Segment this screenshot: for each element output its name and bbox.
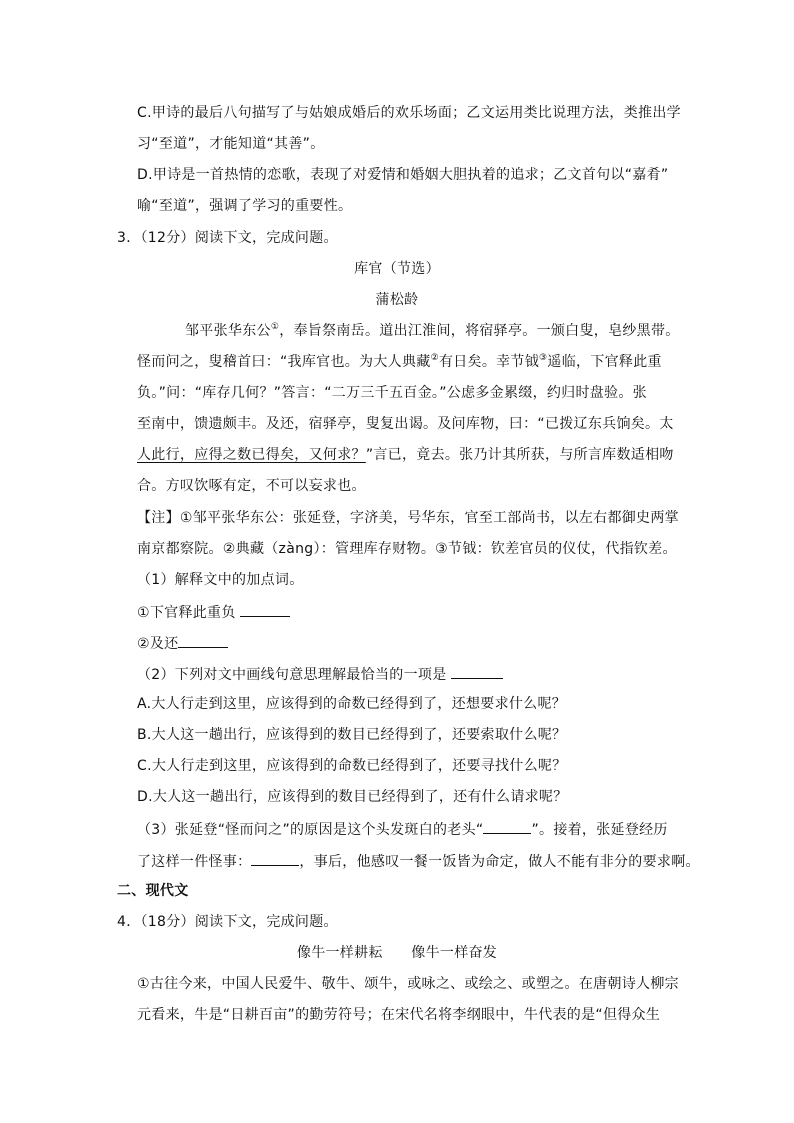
answer-blank[interactable] [451, 663, 503, 679]
text-span: 邹平张华东公 [185, 323, 271, 339]
text-span: ①下官释此重负 [137, 605, 236, 621]
option-d-line2: 喻“至道”，强调了学习的重要性。 [137, 198, 353, 214]
option-d: D.大人这一趟出行，应该得到的数目已经得到了，还有什么请求呢？ [137, 789, 568, 805]
option-b: B.大人这一趟出行，应该得到的数目已经得到了，还要索取什么呢？ [137, 727, 567, 743]
subquestion-3-line2 [137, 850, 700, 872]
section-heading: 二、现代文 [117, 883, 189, 899]
passage-line1 [185, 321, 680, 343]
footnote-ref-3: ③ [539, 353, 548, 363]
text-span: （3）张延登“怪而问之”的原因是这个头发斑白的老头“ [137, 822, 484, 838]
footnote-ref-1: ① [270, 322, 280, 332]
subquestion-2 [137, 663, 503, 685]
subquestion-3-line1 [137, 818, 668, 840]
passage-line2 [137, 352, 662, 374]
passage-line5 [137, 445, 674, 465]
note-line1: 【注】①邹平张华东公：张延登，字济美，号华东，官至工部尚书，以左右都御史两掌 [137, 510, 679, 526]
passage-line6: 合。方叹饮啄有定，不可以妄求也。 [137, 478, 366, 494]
note-line2: 南京都察院。②典藏（zàng）：管理库存财物。③节钺：钦差官员的仪仗，代指钦差。 [137, 541, 677, 557]
answer-blank[interactable] [483, 818, 531, 834]
passage-line3: 负。”问：“库存几何？”答言：“二万三千五百金。”公虑多金累缀，约归时盘验。张 [137, 385, 647, 401]
text-span: ”言已，竟去。张乃计其所获，与所言库数适相吻 [365, 447, 674, 463]
text-span: 遥临，下官释此重 [547, 354, 662, 370]
option-c: C.大人行走到这里，应该得到的命数已经得到了，还要寻找什么呢？ [137, 758, 567, 774]
option-d-line1: D.甲诗是一首热情的恋歌，表现了对爱情和婚姻大胆执着的追求；乙文首句以“嘉肴” [137, 167, 669, 183]
subquestion-1a [137, 601, 290, 623]
text-span: ②及还 [137, 636, 179, 652]
question4-header: 4．（18分）阅读下文，完成问题。 [117, 914, 338, 930]
passage-line4: 至南中，馈遗颇丰。及还，宿驿亭，叟复出谒。及问库物，曰：“已拨辽东兵饷矣。太 [137, 416, 674, 432]
article-title: 像牛一样耕耘 像牛一样奋发 [296, 945, 498, 961]
text-span: ”。接着，张延登经历 [531, 822, 668, 838]
article-line1: ①古往今来，中国人民爱牛、敬牛、颂牛，或咏之、或绘之、或塑之。在唐朝诗人柳宗 [137, 976, 679, 992]
text-span: （2）下列对文中画线句意思理解最恰当的一项是 [137, 667, 447, 683]
option-a: A.大人行走到这里，应该得到的命数已经得到了，还想要求什么呢？ [137, 696, 567, 712]
question3-header: 3．（12分）阅读下文，完成问题。 [117, 230, 338, 246]
answer-blank[interactable] [178, 632, 228, 648]
text-span: 怪而问之，叟稽首曰：“我库官也。为大人典藏 [137, 354, 431, 370]
option-c-line1: C.甲诗的最后八句描写了与姑娘成婚后的欢乐场面；乙文运用类比说理方法，类推出学 [137, 105, 681, 121]
text-span: ，奉旨祭南岳。道出江淮间，将宿驿亭。一颁白叟，皂纱黑带。 [279, 323, 680, 339]
answer-blank[interactable] [240, 601, 290, 617]
subquestion-1b [137, 632, 228, 654]
article-line2: 元看来，牛是“日耕百亩”的勤劳符号；在宋代名将李纲眼中，牛代表的是“但得众生 [137, 1007, 661, 1023]
footnote-ref-2: ② [430, 353, 439, 363]
option-c-line2: 习“至道”，才能知道“其善”。 [137, 136, 325, 152]
passage-author: 蒲松龄 [375, 292, 419, 308]
text-span: 有日矣。幸节钺 [438, 354, 540, 370]
text-span: ，事后，他感叹一餐一饭皆为命定，做人不能有非分的要求啊。 [299, 854, 700, 870]
subquestion-1: （1）解释文中的加点词。 [137, 572, 304, 588]
text-span: 了这样一件怪事： [137, 854, 252, 870]
underlined-sentence: 人此行，应得之数已得矣，又何求？ [137, 447, 366, 463]
answer-blank[interactable] [251, 850, 299, 866]
passage-title: 库官（节选） [354, 261, 440, 277]
